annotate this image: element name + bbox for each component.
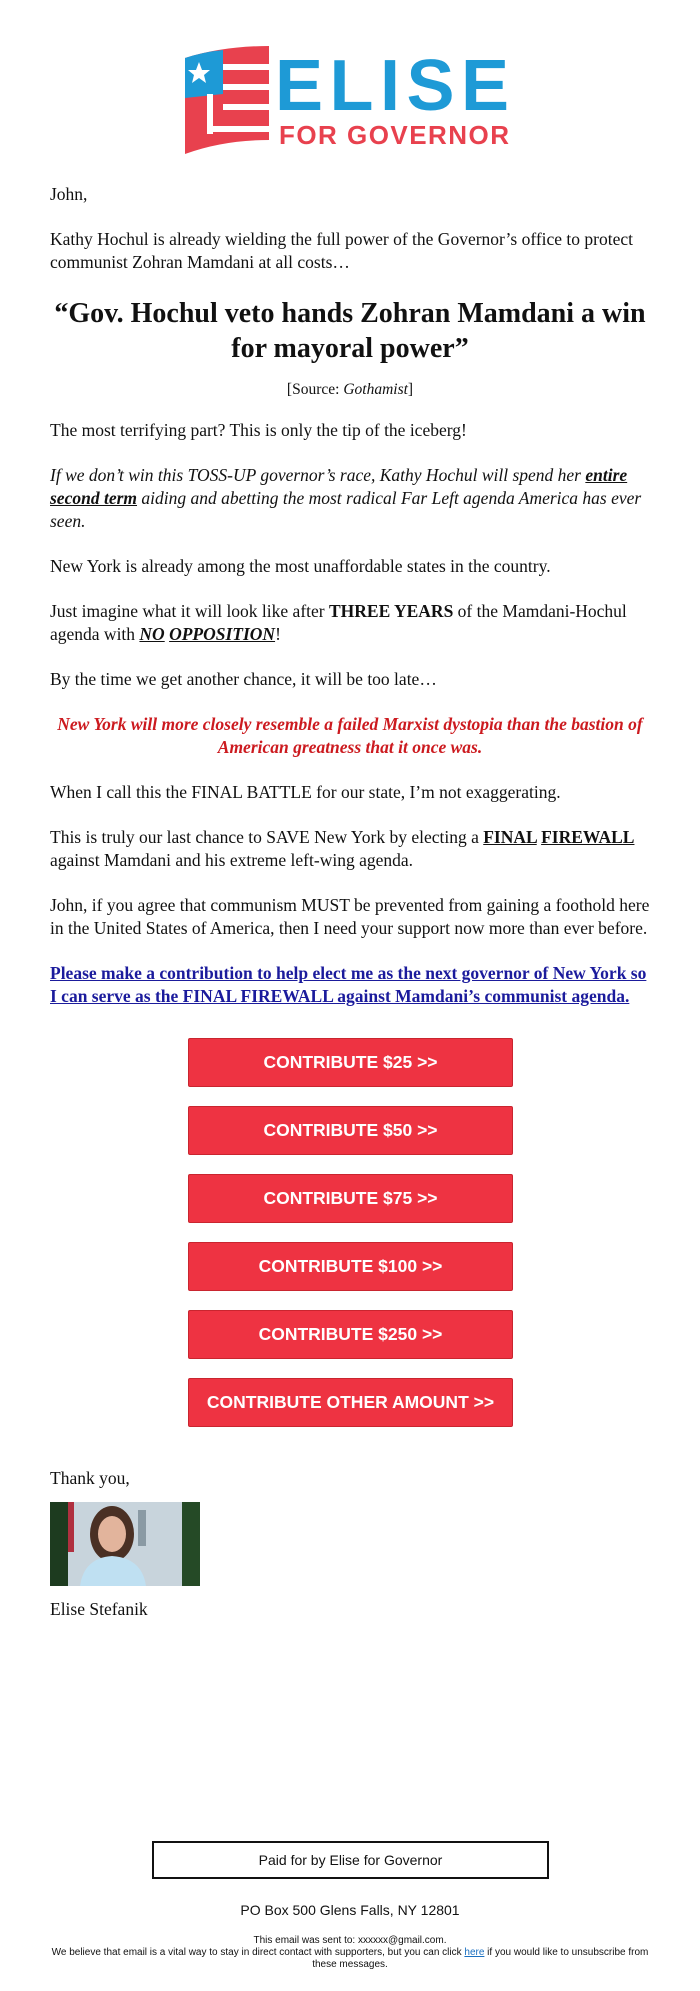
- paragraph: [50, 464, 650, 533]
- closing: Thank you,: [50, 1468, 130, 1488]
- footer-fine-print: [40, 1935, 660, 1971]
- email-body: [50, 183, 650, 1008]
- contribute-75-button[interactable]: CONTRIBUTE $75 >>: [188, 1174, 513, 1223]
- text: If we don’t win this TOSS-UP governor’s race, Kathy Hochul will spend her: [50, 465, 586, 485]
- candidate-photo: [50, 1502, 200, 1586]
- text: aiding and abetting the most radical Far Left agenda America has ever seen.: [50, 488, 642, 531]
- flag-e-icon: [185, 46, 269, 154]
- sent-to: This email was sent to: xxxxxx@gmail.com.: [253, 1935, 447, 1946]
- unsubscribe-text: [40, 1947, 660, 1971]
- red-callout: New York will more closely resemble a failed Marxist dystopia than the bastion of American greatness that it once was.: [57, 714, 643, 757]
- text: We believe that email is a vital way to stay in direct contact with supporters, but you can click: [51, 1947, 465, 1958]
- emphasis: OPPOSITION: [169, 624, 276, 644]
- paid-for-disclaimer: Paid for by Elise for Governor: [152, 1841, 549, 1879]
- source-suffix: ]: [407, 381, 414, 398]
- source-citation: [50, 378, 650, 401]
- text: if you would like to unsubscribe from these messages.: [312, 1947, 649, 1970]
- paragraph: By the time we get another chance, it will be too late…: [50, 669, 437, 689]
- elise-for-governor-logo: [183, 40, 513, 158]
- unsubscribe-link[interactable]: here: [464, 1947, 485, 1958]
- paragraph: When I call this the FINAL BATTLE for our state, I’m not exaggerating.: [50, 782, 561, 802]
- emphasis: NO: [139, 624, 165, 644]
- emphasis: THREE YEARS: [328, 601, 454, 621]
- paragraph: Kathy Hochul is already wielding the full power of the Governor’s office to protect communist Zohran Mamdani at all costs…: [50, 229, 634, 272]
- contribute-250-button[interactable]: CONTRIBUTE $250 >>: [188, 1310, 513, 1359]
- contribute-25-button[interactable]: CONTRIBUTE $25 >>: [188, 1038, 513, 1087]
- email-content: [50, 183, 650, 1991]
- paragraph: John, if you agree that communism MUST be prevented from gaining a foothold here in the United States of America, then I need your support now more than ever before.: [50, 895, 650, 938]
- contribute-buttons: [188, 1038, 513, 1427]
- source-name: Gothamist: [343, 381, 408, 398]
- headline-quote: “Gov. Hochul veto hands Zohran Mamdani a win for mayoral power”: [54, 298, 646, 364]
- contribute-50-button[interactable]: CONTRIBUTE $50 >>: [188, 1106, 513, 1155]
- text: This is truly our last chance to SAVE New York by electing a: [50, 827, 484, 847]
- emphasis: FIREWALL: [541, 827, 635, 847]
- signature-name: Elise Stefanik: [50, 1599, 148, 1619]
- paragraph: [50, 826, 650, 872]
- contribute-link[interactable]: Please make a contribution to help elect me as the next governor of New York so I can serve as the FINAL FIREWALL against Mamdani’s communist agenda.: [50, 963, 647, 1006]
- paragraph: The most terrifying part? This is only the tip of the iceberg!: [50, 420, 467, 440]
- text: against Mamdani and his extreme left-wing agenda.: [50, 850, 414, 870]
- mailing-address: PO Box 500 Glens Falls, NY 12801: [240, 1902, 460, 1918]
- text: of the Mamdani-Hochul agenda with: [50, 601, 627, 644]
- paragraph: New York is already among the most unaffordable states in the country.: [50, 556, 551, 576]
- contribute-100-button[interactable]: CONTRIBUTE $100 >>: [188, 1242, 513, 1291]
- logo-name: ELISE: [275, 46, 509, 126]
- text: Just imagine what it will look like after: [50, 601, 329, 621]
- text: !: [275, 624, 281, 644]
- emphasis: FINAL: [483, 827, 537, 847]
- source-prefix: [Source:: [286, 381, 344, 398]
- emphasis: entire second term: [50, 465, 628, 508]
- logo-tagline: FOR GOVERNOR: [279, 120, 509, 150]
- greeting: John,: [50, 184, 88, 204]
- paragraph: [50, 600, 650, 646]
- contribute-other-button[interactable]: CONTRIBUTE OTHER AMOUNT >>: [188, 1378, 513, 1427]
